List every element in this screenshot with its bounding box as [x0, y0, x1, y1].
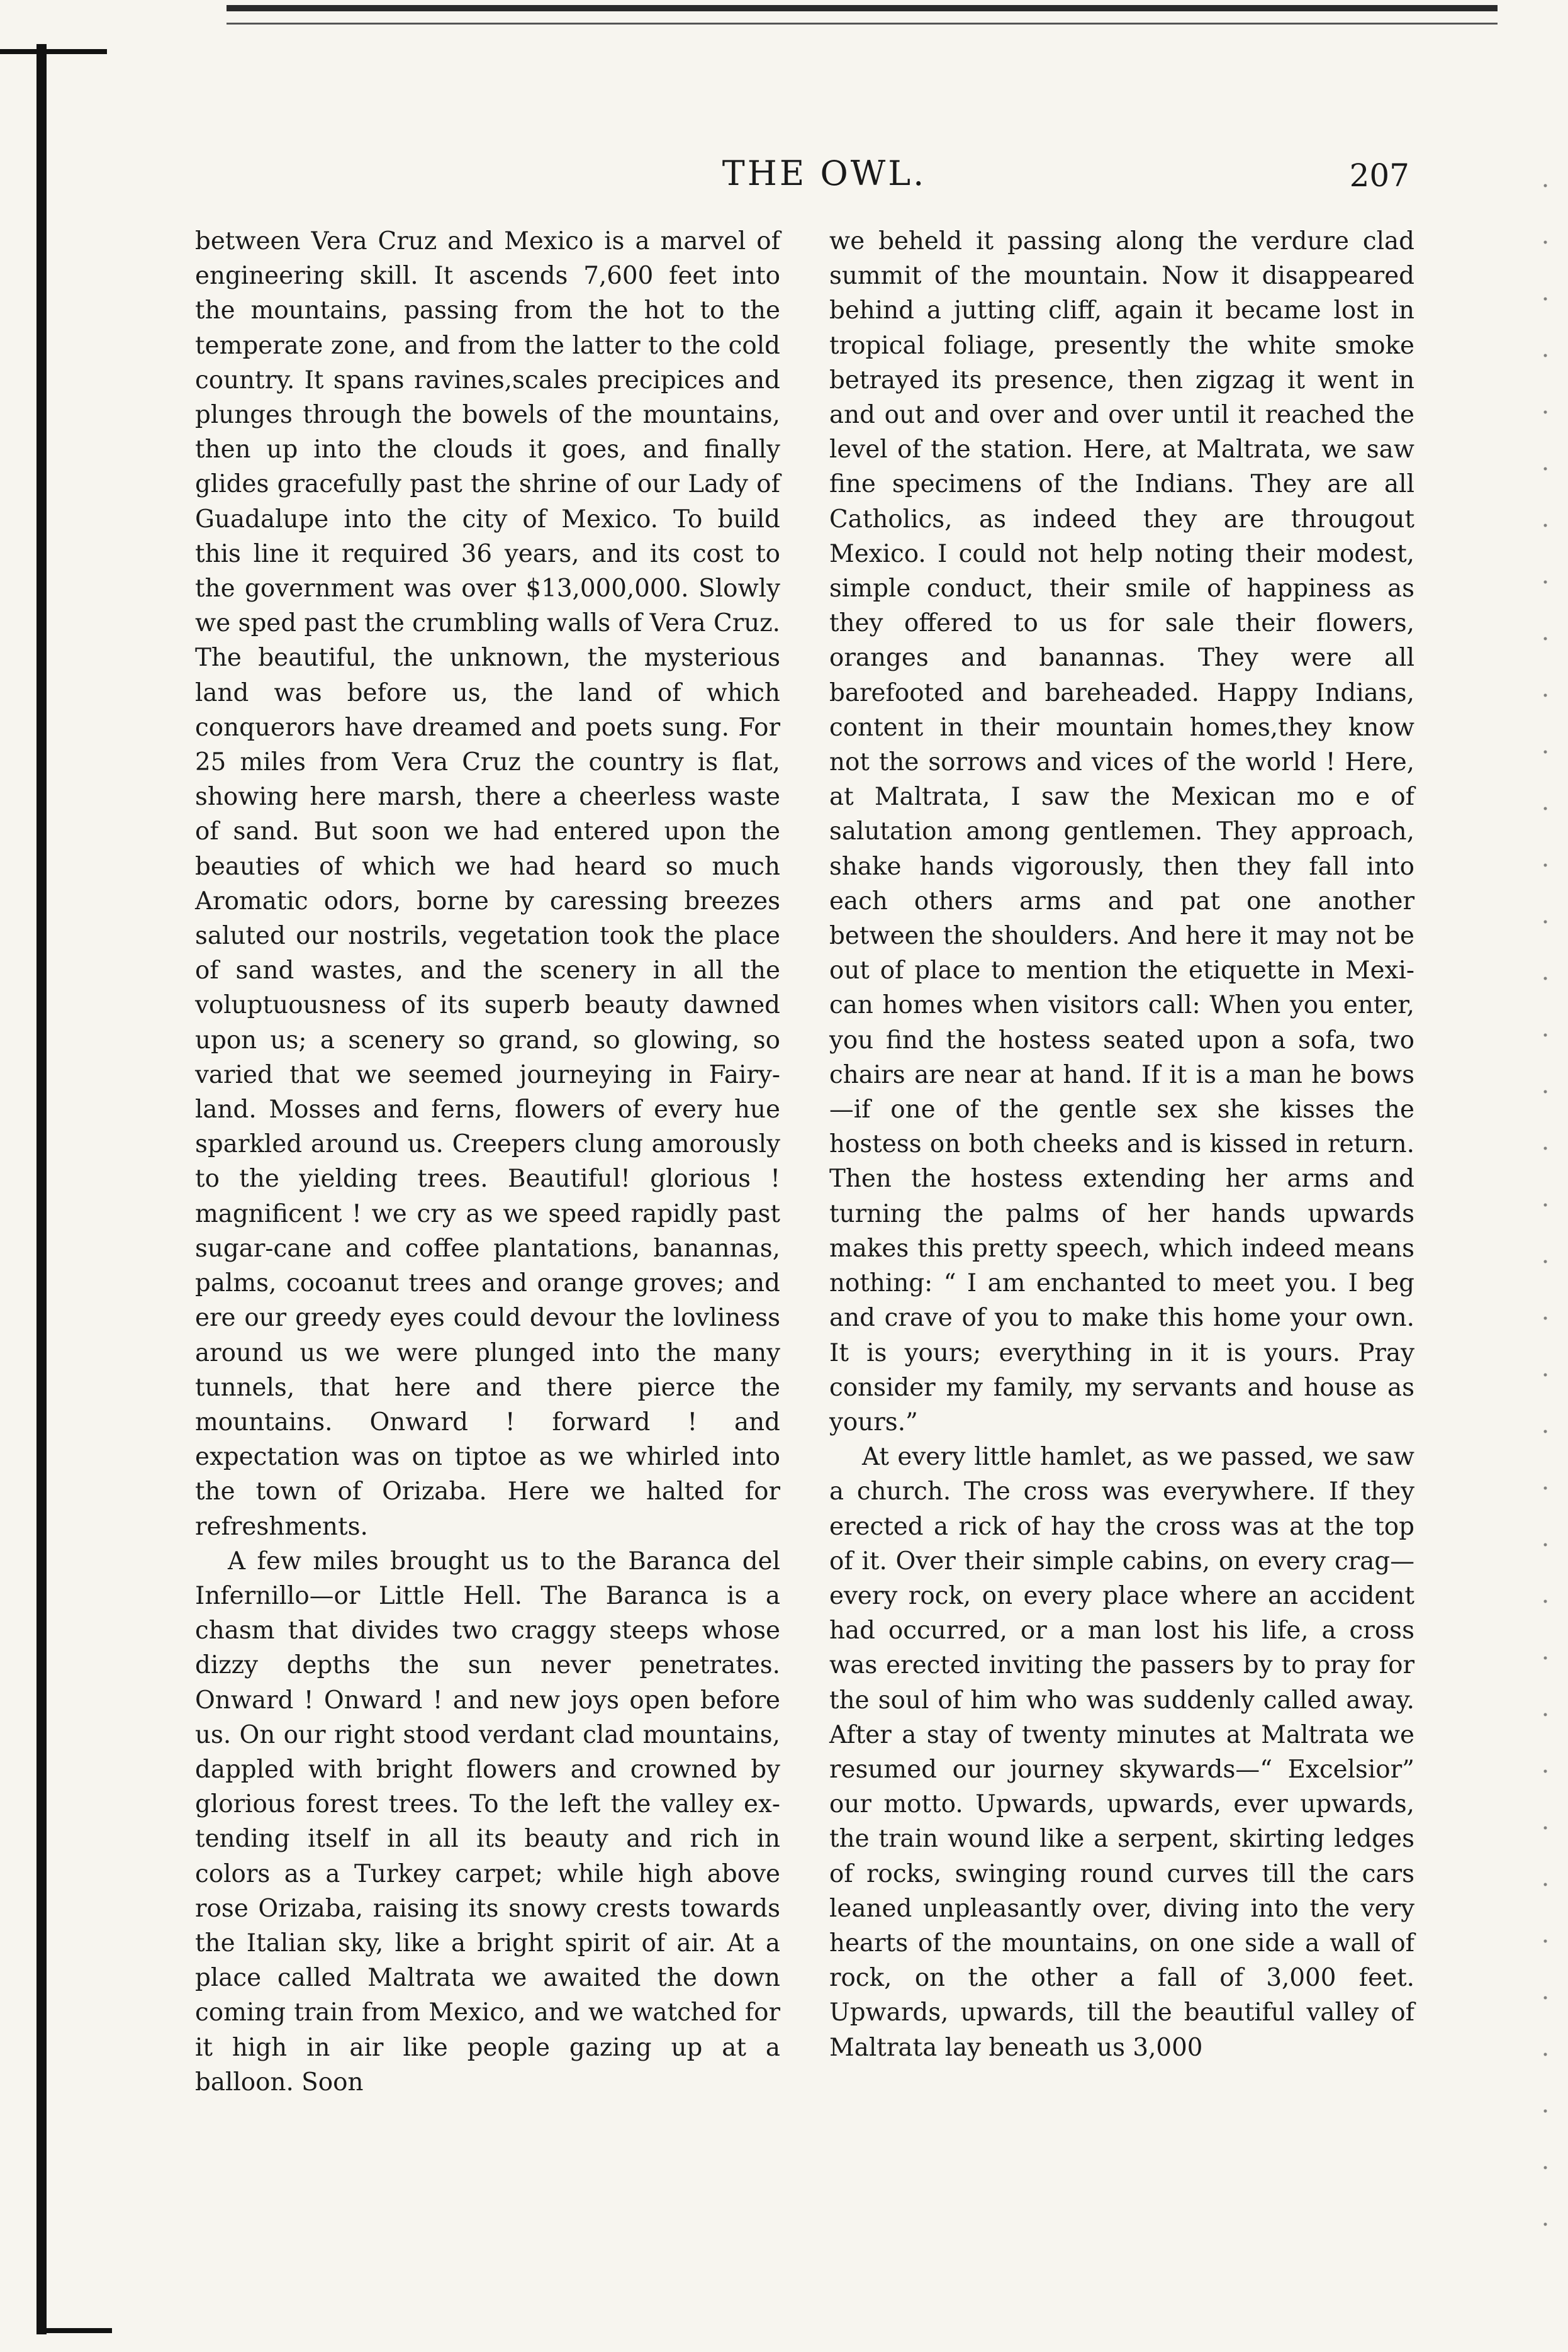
- binding-spine-line: [36, 44, 47, 2334]
- right-column: [829, 224, 1414, 2065]
- top-border-rule: [227, 5, 1498, 11]
- page-edge-specks: [1538, 157, 1553, 2246]
- running-title: THE OWL.: [722, 154, 927, 193]
- paragraph: between Vera Cruz and Mexico is a marvel of engineering skill. It ascends 7,600 feet into the mountains, passing from the hot to the temperate zone, and from the latter to the cold country. It spans ravines,scales precipices and plunges through the bowels of the mountains, then up into the clouds it goes, and finally glides gracefully past the shrine of our Lady of Guadalupe into the city of Mexico. To build this line it required 36 years, and its cost to the government was over $13,000,000. Slowly we sped past the crumbling walls of Vera Cruz. The beautiful, the unknown, the mysterious land was before us, the land of which conquerors have dreamed and poets sung. For 25 miles from Vera Cruz the country is flat, showing here marsh, there a cheerless waste of sand. But soon we had entered upon the beauties of which we had heard so much Aromatic odors, borne by caressing breezes saluted our nostrils, vegetation took the place of sand wastes, and the scenery in all the voluptuousness of its superb beauty dawned upon us; a scenery so grand, so glowing, so varied that we seemed journeying in Fairy-land. Mosses and ferns, flowers of every hue sparkled around us. Creepers clung amorously to the yielding trees. Beautiful! glorious ! magnificent ! we cry as we speed rapidly past sugar-cane and coffee plantations, banannas, palms, cocoanut trees and orange groves; and ere our greedy eyes could devour the lovliness around us we were plunged into the many tunnels, that here and there pierce the mountains. Onward ! forward ! and expectation was on tiptoe as we whirled into the town of Orizaba. Here we halted for refreshments.: [195, 227, 780, 1541]
- paragraph: At every little hamlet, as we passed, we saw a church. The cross was everywhere. If they erected a rick of hay the cross was at the top of it. Over their simple cabins, on every crag—every rock, on every place where an accident had occurred, or a man lost his life, a cross was erected inviting the passers by to pray for the soul of him who was suddenly called away. After a stay of twenty minutes at Maltrata we resumed our journey skywards—“ Excelsior” our motto. Upwards, upwards, ever upwards, the train wound like a serpent, skirting ledges of rocks, swinging round curves till the cars leaned unpleasantly over, diving into the very hearts of the mountains, on one side a wall of rock, on the other a fall of 3,000 feet. Upwards, upwards, till the beautiful valley of Maltrata lay beneath us 3,000: [829, 1443, 1414, 2062]
- paragraph: we beheld it passing along the verdure clad summit of the mountain. Now it disappeared behind a jutting cliff, again it became lost in tropical foliage, presently the white smoke betrayed its presence, then zigzag it went in and out and over and over until it reached the level of the station. Here, at Maltrata, we saw fine specimens of the Indians. They are all Catholics, as indeed they are througout Mexico. I could not help noting their modest, simple conduct, their smile of happiness as they offered to us for sale their flowers, oranges and banannas. They were all barefooted and bareheaded. Happy Indians, content in their mountain homes,they know not the sorrows and vices of the world ! Here, at Maltrata, I saw the Mexican mo e of salutation among gentlemen. They approach, shake hands vigorously, then they fall into each others arms and pat one another between the shoulders. And here it may not be out of place to mention the etiquette in Mexican homes when visitors call: When you enter, you find the hostess seated upon a sofa, two chairs are near at hand. If it is a man he bows—if one of the gentle sex she kisses the hostess on both cheeks and is kissed in return. Then the hostess extending her arms and turning the palms of her hands upwards makes this pretty speech, which indeed means nothing: “ I am enchanted to meet you. I beg and crave of you to make this home your own. It is yours; everything in it is yours. Pray consider my family, my servants and house as yours.”: [829, 227, 1414, 1436]
- top-thin-rule: [227, 23, 1498, 25]
- paragraph: A few miles brought us to the Baranca del Infernillo—or Little Hell. The Baranca is a chasm that divides two craggy steeps whose dizzy depths the sun never penetrates. Onward ! Onward ! and new joys open before us. On our right stood verdant clad mountains, dappled with bright flowers and crowned by glorious forest trees. To the left the valley extending itself in all its beauty and rich in colors as a Turkey carpet; while high above rose Orizaba, raising its snowy crests towards the Italian sky, like a bright spirit of air. At a place called Maltrata we awaited the down coming train from Mexico, and we watched for it high in air like people gazing up at a balloon. Soon: [195, 1547, 780, 2097]
- binding-spine-cap-bottom: [36, 2328, 112, 2333]
- page-number: 207: [1349, 157, 1409, 194]
- page-header: [189, 146, 1422, 203]
- left-column: [195, 224, 780, 2100]
- binding-spine-cap-top: [0, 49, 107, 54]
